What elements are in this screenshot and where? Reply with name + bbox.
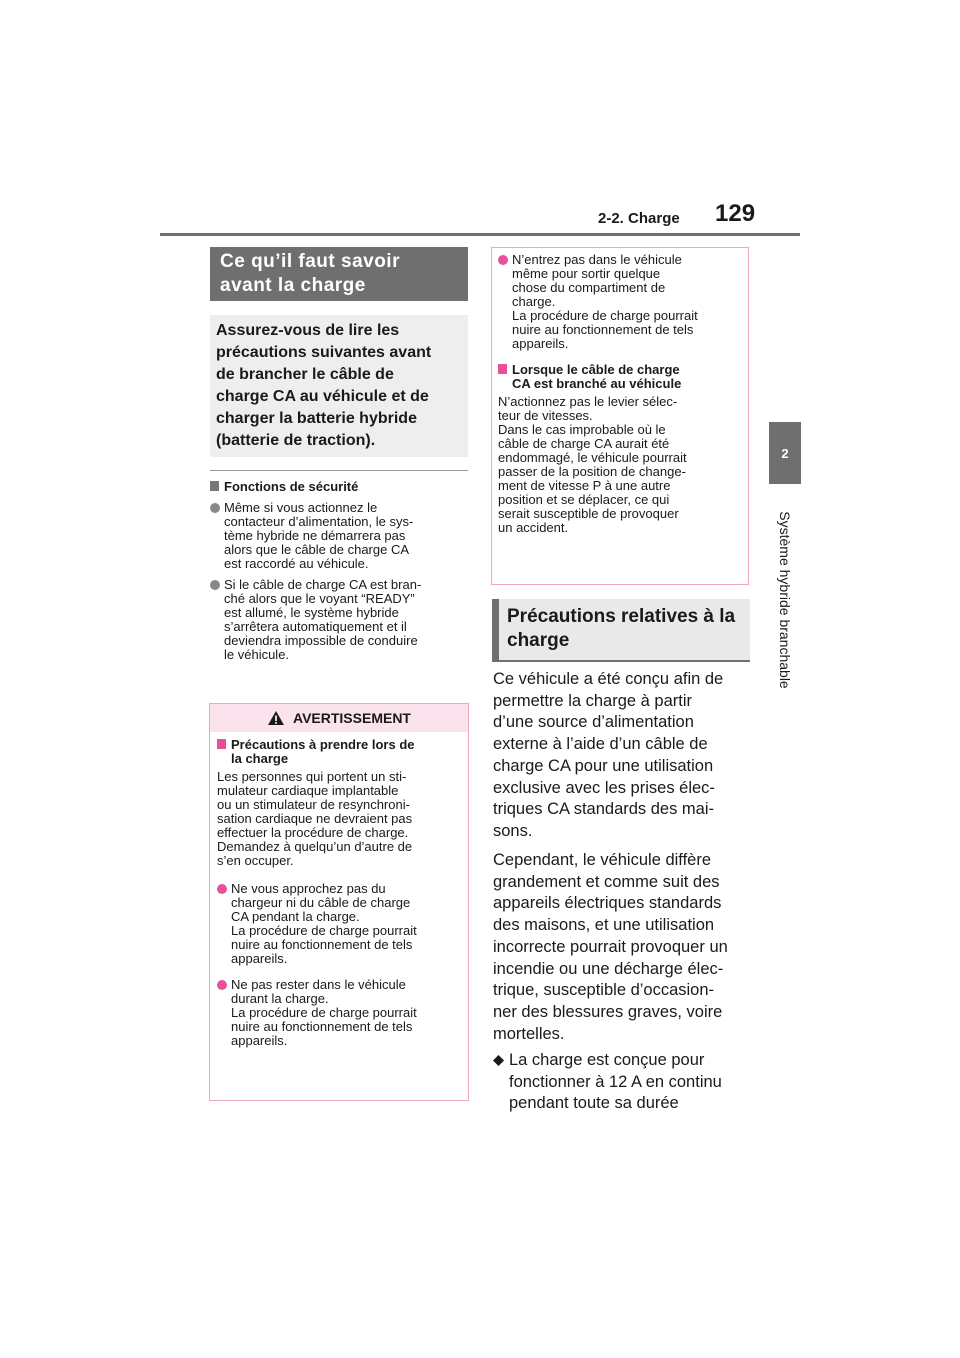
divider	[210, 470, 468, 471]
chapter-number: 2	[781, 445, 789, 461]
round-bullet-icon	[210, 580, 220, 590]
page-number: 129	[715, 200, 756, 227]
left-section-title	[210, 247, 468, 301]
warning-header	[210, 704, 468, 732]
intro-line: de brancher le câble de	[216, 366, 394, 383]
intro-line: Assurez-vous de lire les	[216, 322, 400, 339]
title-underline	[492, 660, 750, 662]
intro-line: charge CA au véhicule et de	[216, 388, 429, 405]
square-bullet-icon	[217, 739, 226, 749]
round-bullet-icon	[498, 255, 508, 265]
intro-line: charger la batterie hybride	[216, 410, 417, 427]
chapter-tab	[769, 422, 801, 484]
round-bullet-icon	[217, 884, 227, 894]
warning-triangle-icon	[267, 710, 285, 726]
body-paragraph: Ce véhicule a été conçu afin de permettre la charge à partir d’une source d’alimentation externe à l’aide d’un câble de charge CA pour une utilisation exclusive avec les prises élec- triques CA standards des mai- sons.	[493, 670, 724, 840]
warning-box-continued	[491, 247, 749, 585]
intro-line: précautions suivantes avant	[216, 344, 432, 361]
diamond-bullet-item: La charge est conçue pour fonctionner à 12 A en continu pendant toute sa durée	[493, 1050, 751, 1115]
left-title-line: avant la charge	[220, 275, 366, 296]
body-paragraph: Cependant, le véhicule diffère grandement et comme suit des appareils électriques standards des maisons, et une utilisation incorrecte pourrait provoquer un incendie ou une décharge élec- trique, susceptible d’occasion- ner des blessures graves, voire mortelles.	[493, 851, 728, 1043]
diamond-bullet-icon	[493, 1055, 504, 1066]
section-title: 2-2. Charge	[598, 210, 680, 227]
warning-header-text: AVERTISSEMENT	[293, 710, 411, 726]
left-title-line: Ce qu’il faut savoir	[220, 251, 400, 272]
warning-paragraph: N’actionnez pas le levier sélec- teur de vitesses. Dans le cas improbable où le câble de charge CA aurait été endommagé, le véhicule pourrait passer de la position de change- ment de vitesse P à une autre position et se déplacer, ce qui serait susceptible de provoquer un accident.	[498, 394, 687, 535]
safety-section	[210, 480, 472, 662]
square-bullet-icon	[210, 481, 219, 491]
warning-paragraph: Les personnes qui portent un sti- mulateur cardiaque implantable ou un stimulateur de resynchroni- sation cardiaque ne devraient pas effectuer la procédure de charge. Demandez à quelqu’un d’autre de s’en occuper.	[217, 769, 413, 868]
square-bullet-icon	[498, 364, 507, 374]
warning-bullet-item: Ne pas rester dans le véhicule durant la charge. La procédure de charge pourrait nuire au fonctionnement de tels appareils.	[217, 978, 461, 1048]
intro-box	[210, 315, 468, 457]
right-section-title: Précautions relatives à la charge	[492, 599, 750, 661]
warning-bullet-item: Ne vous approchez pas du chargeur ni du câble de charge CA pendant la charge. La procédure de charge pourrait nuire au fonctionnement de tels appareils.	[217, 882, 461, 966]
intro-line: (batterie de traction).	[216, 432, 376, 449]
header-divider	[160, 233, 800, 236]
warning-bullet-item: N’entrez pas dans le véhicule même pour sortir quelque chose du compartiment de charge. La procédure de charge pourrait nuire au fonctionnement de tels appareils.	[498, 253, 742, 351]
warning-heading: Lorsque le câble de charge CA est branché au véhicule	[498, 363, 742, 391]
round-bullet-icon	[217, 980, 227, 990]
chapter-side-label	[763, 490, 807, 710]
round-bullet-icon	[210, 503, 220, 513]
chapter-side-label-text: Système hybride branchable	[777, 511, 793, 689]
bullet-item: Même si vous actionnez le contacteur d’alimentation, le sys- tème hybride ne démarrera pas alors que le câble de charge CA est raccordé au véhicule.	[210, 501, 472, 571]
safety-heading: Fonctions de sécurité	[210, 480, 472, 494]
warning-box	[209, 703, 469, 1101]
warning-heading: Précautions à prendre lors de la charge	[217, 738, 461, 766]
bullet-item: Si le câble de charge CA est bran- ché alors que le voyant “READY” est allumé, le système hybride s’arrêtera automatiquement et il deviendra impossible de conduire le véhicule.	[210, 578, 472, 662]
